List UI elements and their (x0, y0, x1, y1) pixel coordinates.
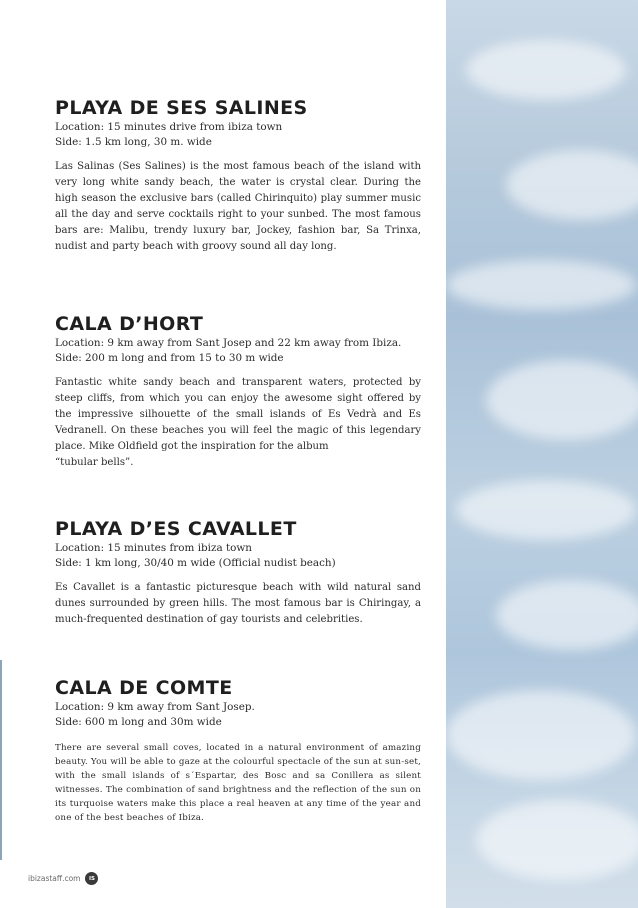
brand-logo-icon: IS (85, 872, 98, 885)
section-side: Side: 1.5 km long, 30 m. wide (55, 136, 212, 148)
section-side: Side: 600 m long and 30m wide (55, 716, 222, 728)
section-body: Fantastic white sandy beach and transparent waters, protected by steep cliffs, from which you can enjoy the awesome sight offered by the impressive silhouette of the small islands of Es Vedrà and Es Vedranell. On these beaches you will feel the magic of this legendary place. Mike Oldfield got the inspiration for the album (55, 377, 421, 452)
section-title: PLAYA DE SES SALINES (55, 97, 308, 119)
section-location: Location: 15 minutes drive from ibiza town (55, 121, 283, 133)
page-footer (28, 872, 98, 885)
footer-site: ibizastaff.com (28, 874, 81, 883)
section-playa-de-ses-salines (55, 96, 421, 255)
section-location: Location: 15 minutes from ibiza town (55, 542, 252, 554)
section-side: Side: 200 m long and from 15 to 30 m wide (55, 352, 284, 364)
sky-photo (446, 0, 638, 908)
section-body: Las Salinas (Ses Salines) is the most famous beach of the island with very long white sandy beach, the water is crystal clear. During the high season the exclusive bars (called Chirinquito) play summer music all the day and serve cocktails right to your sunbed. The most famous bars are: Malibu, trendy luxury bar, Jockey, fashion bar, Sa Trinxa, nudist and party beach with groovy sound all day long. (55, 161, 421, 252)
section-body: Es Cavallet is a fantastic picturesque beach with wild natural sand dunes surrounded by green hills. The most famous bar is Chiringay, a much-frequented destination of gay tourists and celebrities. (55, 582, 421, 625)
section-title: CALA DE COMTE (55, 677, 233, 699)
section-location: Location: 9 km away from Sant Josep and 22 km away from Ibiza. (55, 337, 402, 349)
section-playa-des-cavallet (55, 517, 421, 628)
section-location: Location: 9 km away from Sant Josep. (55, 701, 255, 713)
section-body-extra: “tubular bells”. (55, 457, 134, 468)
section-title: CALA D’HORT (55, 313, 204, 335)
section-cala-de-comte (55, 676, 421, 825)
left-edge-rule (0, 660, 2, 860)
section-body: There are several small coves, located in a natural environment of amazing beauty. You will be able to gaze at the colourful spectacle of the sun at sun-set, with the small islands of s´Espartar, des Bosc and sa Conillera as silent witnesses. The combination of sand brightness and the reflection of the sun on its turquoise waters make this place a real heaven at any time of the year and one of the best beaches of Ibiza. (55, 743, 421, 823)
section-title: PLAYA D’ES CAVALLET (55, 518, 297, 540)
section-side: Side: 1 km long, 30/40 m wide (Official nudist beach) (55, 557, 336, 569)
section-cala-dhort (55, 312, 421, 471)
